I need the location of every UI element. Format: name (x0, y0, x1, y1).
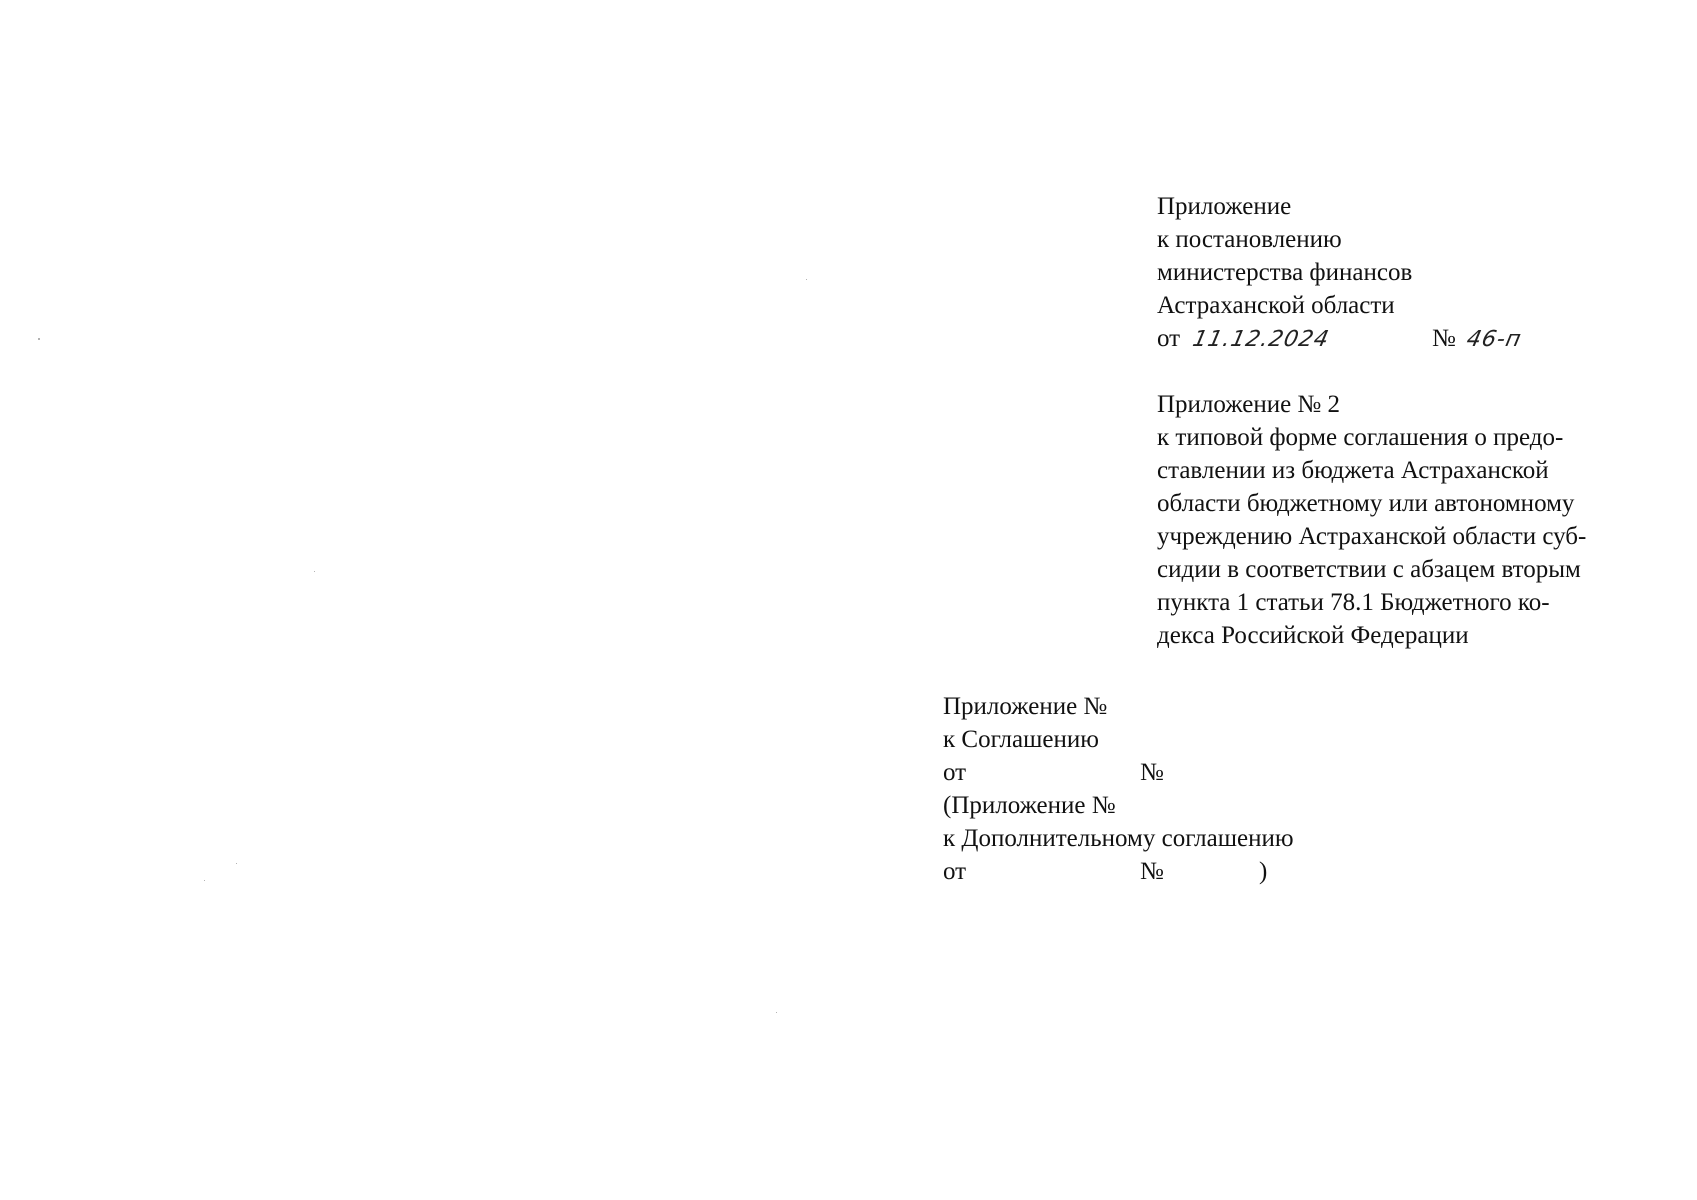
agreement-line-5: к Дополнительному соглашению (943, 825, 1294, 852)
resolution-line-1: Приложение (1157, 193, 1292, 220)
additional-date-prefix: от (943, 858, 967, 885)
typical-form-line-7: пункта 1 статьи 78.1 Бюджетного ко- (1157, 589, 1550, 616)
agreement-date-line (943, 756, 1294, 789)
typical-form-line-6: сидии в соответствии с абзацем вторым (1157, 556, 1581, 583)
agreement-line-2: к Соглашению (943, 726, 1099, 753)
handwritten-number: 46-п (1464, 327, 1524, 352)
scan-speck (806, 279, 807, 280)
agreement-number-label: № (1140, 759, 1164, 786)
typical-form-line-4: области бюджетному или автономному (1157, 490, 1575, 517)
scan-speck (776, 1012, 777, 1013)
typical-form-line-8: декса Российской Федерации (1157, 622, 1469, 649)
agreement-reference (943, 690, 1294, 888)
typical-form-line-5: учреждению Астраханской области суб- (1157, 523, 1587, 550)
scan-speck (38, 338, 40, 340)
typical-form-line-2: к типовой форме соглашения о предо- (1157, 424, 1564, 451)
resolution-line-2: к постановлению (1157, 226, 1342, 253)
agreement-line-1: Приложение № (943, 693, 1108, 720)
handwritten-date: 11.12.2024 (1190, 327, 1332, 352)
scan-speck (204, 880, 205, 881)
scan-speck (236, 863, 237, 864)
resolution-reference (1157, 190, 1524, 355)
additional-number-label: № (1140, 858, 1164, 885)
closing-parenthesis: ) (1259, 858, 1268, 885)
typical-form-reference (1157, 388, 1586, 652)
agreement-line-4: (Приложение № (943, 792, 1116, 819)
typical-form-line-3: ставлении из бюджета Астраханской (1157, 457, 1549, 484)
typical-form-line-1: Приложение № 2 (1157, 391, 1341, 418)
agreement-date-prefix: от (943, 759, 967, 786)
resolution-date-line (1157, 322, 1524, 355)
date-prefix: от (1157, 325, 1181, 352)
number-label: № (1432, 325, 1456, 352)
additional-agreement-date-line (943, 855, 1294, 888)
scan-speck (314, 571, 315, 572)
resolution-line-3: министерства финансов (1157, 259, 1413, 286)
resolution-line-4: Астраханской области (1157, 292, 1395, 319)
